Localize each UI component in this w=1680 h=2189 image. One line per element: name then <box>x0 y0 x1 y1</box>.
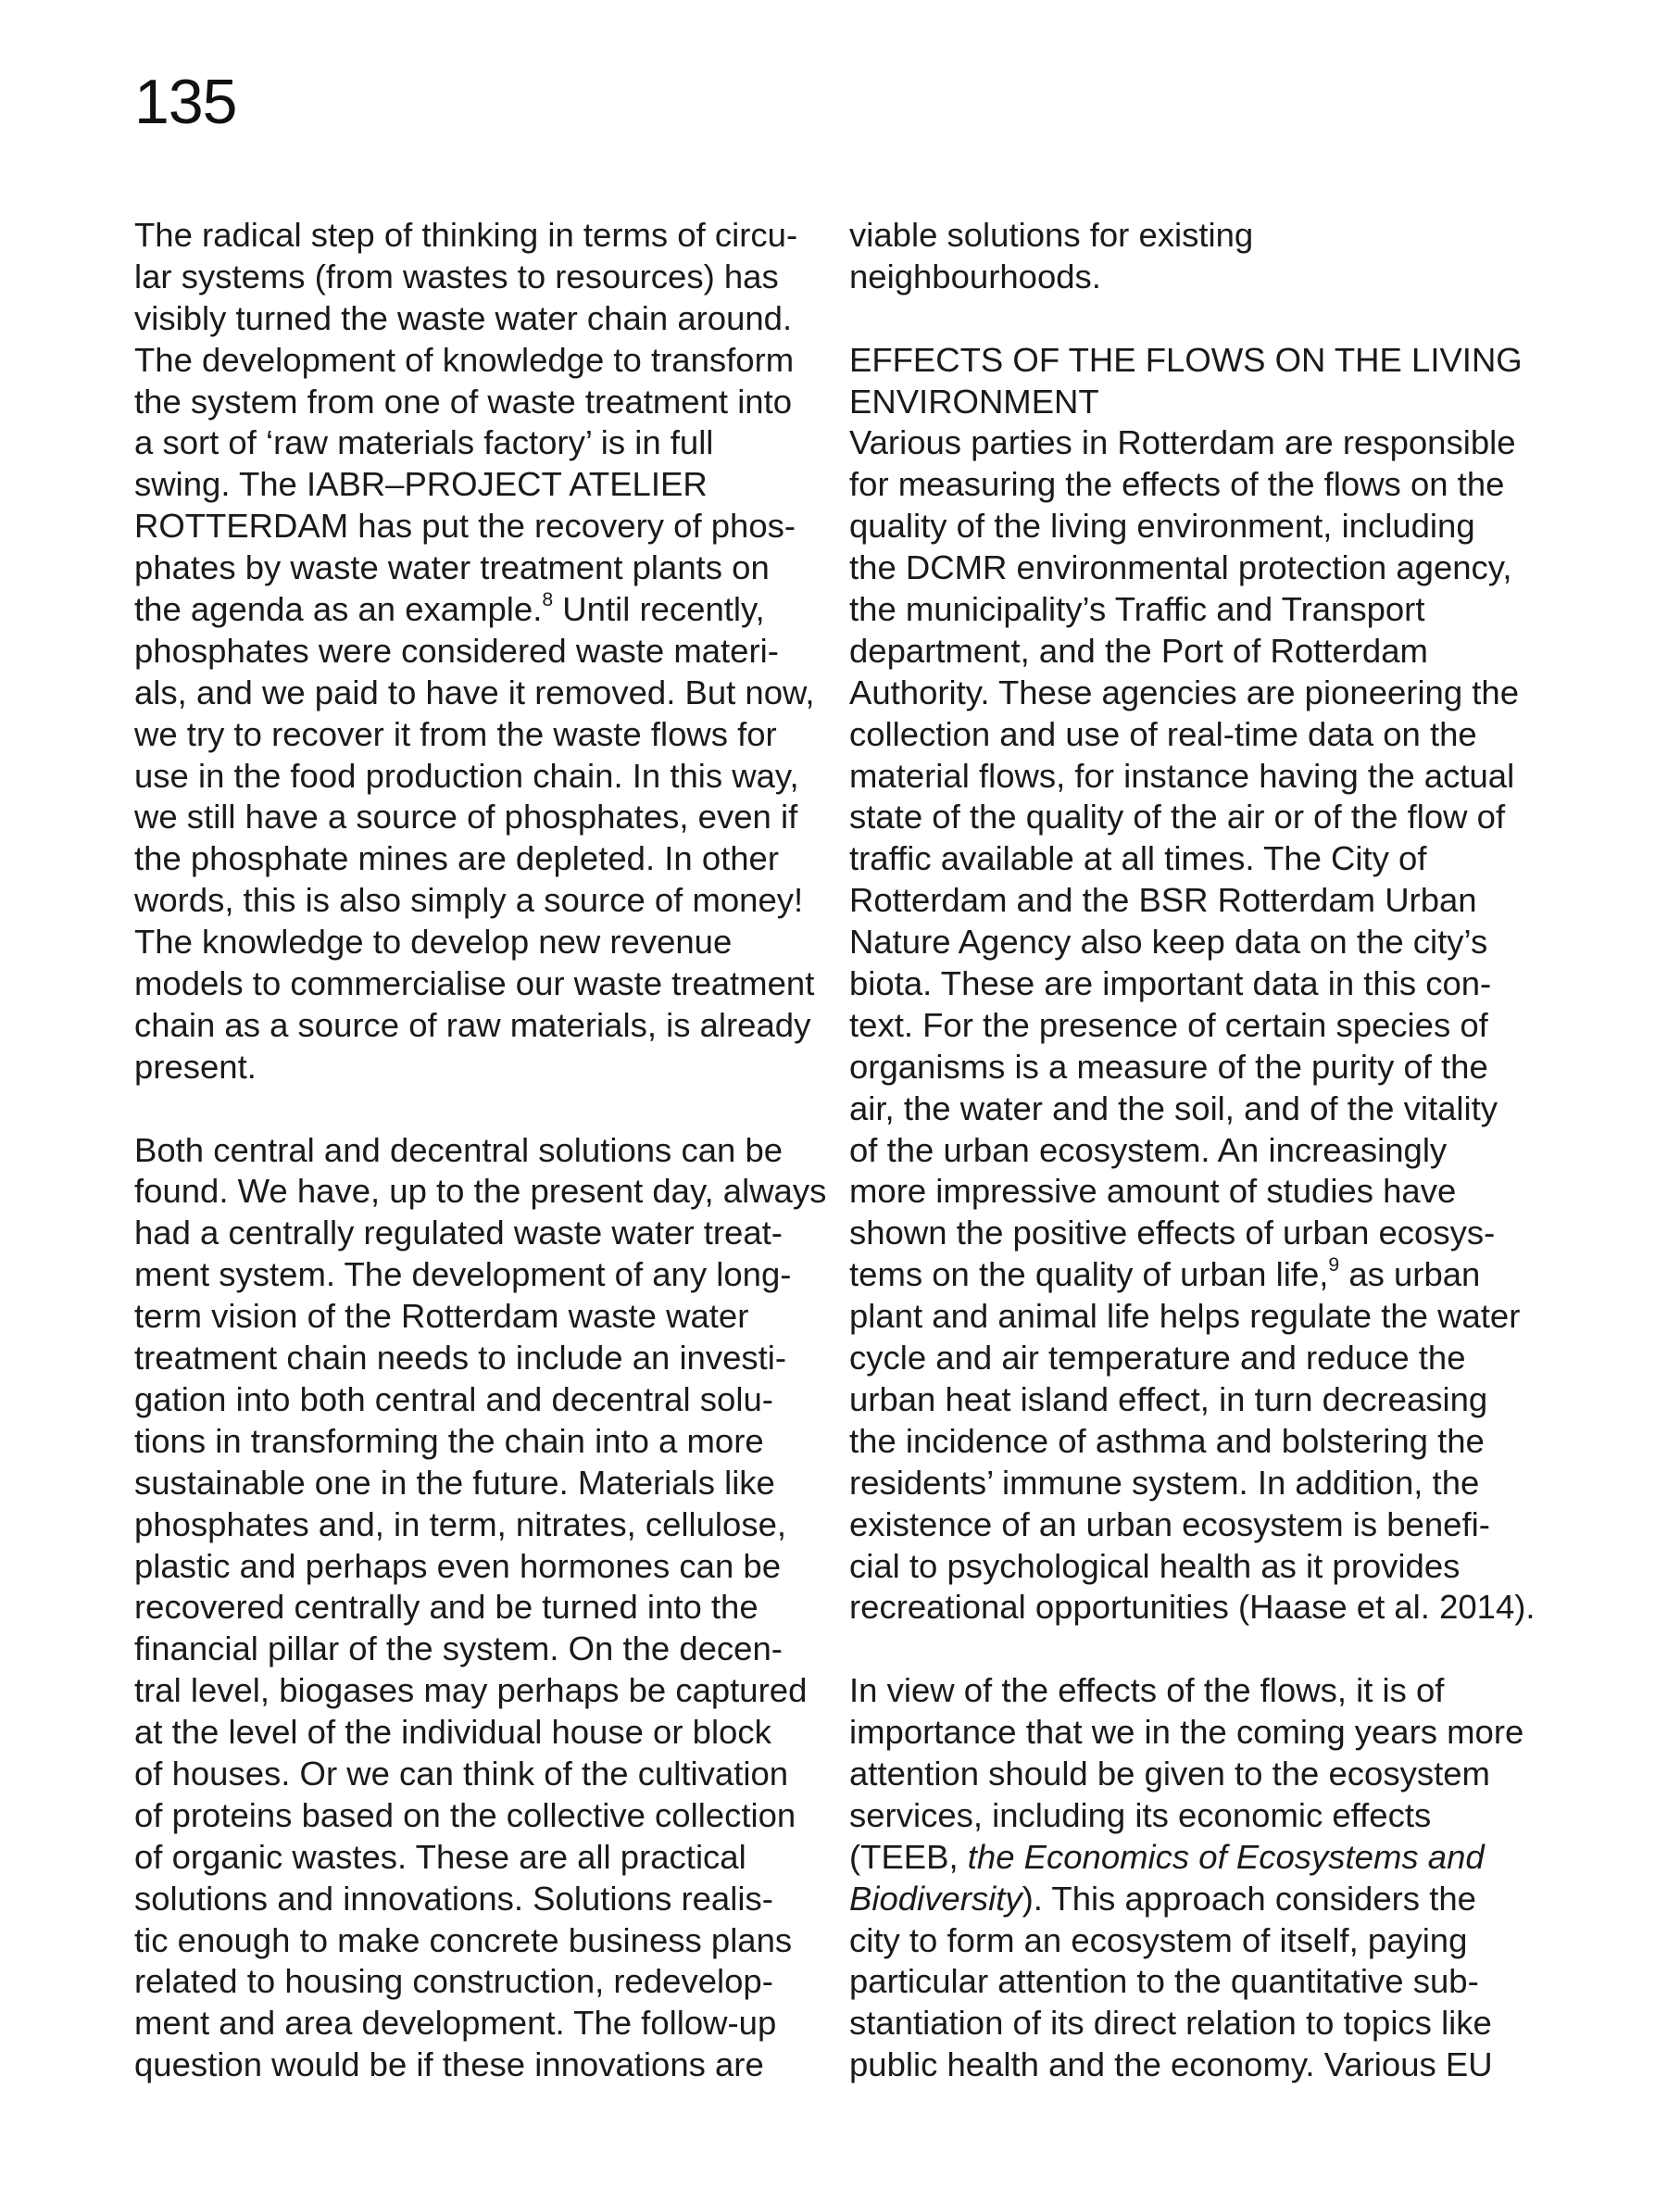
text-line: state of the quality of the air or of the flow of <box>849 798 1506 837</box>
text-line: a sort of ‘raw materials factory’ is in full <box>134 423 714 462</box>
text-line: The radical step of thinking in terms of circu- <box>134 216 798 254</box>
text-line: at the level of the individual house or block <box>134 1713 771 1752</box>
text-line <box>849 1879 1535 1920</box>
text-line: the DCMR environmental protection agency, <box>849 548 1512 587</box>
footnote-ref-9: 9 <box>1328 1254 1340 1277</box>
text-line: The knowledge to develop new revenue <box>134 923 733 962</box>
text-fragment: (TEEB, <box>849 1837 968 1876</box>
text-line: organisms is a measure of the purity of the <box>849 1047 1488 1086</box>
text-line: Both central and decentral solutions can be <box>134 1130 784 1169</box>
text-line: sustainable one in the future. Materials like <box>134 1463 775 1502</box>
text-line: shown the positive effects of urban ecosys- <box>849 1214 1496 1252</box>
text-line: public health and the economy. Various EU <box>849 2045 1493 2084</box>
text-line: phosphates and, in term, nitrates, cellulose, <box>134 1504 787 1543</box>
page-number: 135 <box>134 67 237 137</box>
text-line <box>134 589 824 631</box>
footnote-ref-8: 8 <box>542 589 554 611</box>
paragraph-spacer <box>134 1088 824 1130</box>
paragraph-continuation <box>849 215 1535 298</box>
text-line: present. <box>134 1047 257 1086</box>
text-line: found. We have, up to the present day, always <box>134 1172 827 1211</box>
text-line: of the urban ecosystem. An increasingly <box>849 1130 1448 1169</box>
text-line: plastic and perhaps even hormones can be <box>134 1546 782 1585</box>
text-line: phosphates were considered waste materi- <box>134 631 779 670</box>
text-line: related to housing construction, redevelop- <box>134 1962 773 2001</box>
heading-line: EFFECTS OF THE FLOWS ON THE LIVING <box>849 340 1523 379</box>
text-line: we try to recover it from the waste flows for <box>134 714 777 753</box>
text-line: swing. The IABR–PROJECT ATELIER <box>134 465 708 504</box>
text-line: department, and the Port of Rotterdam <box>849 631 1428 670</box>
text-line: particular attention to the quantitative sub- <box>849 1962 1479 2001</box>
text-line: lar systems (from wastes to resources) has <box>134 257 779 296</box>
text-line: recreational opportunities (Haase et al. 2014). <box>849 1588 1536 1627</box>
text-line: phates by waste water treatment plants on <box>134 548 770 587</box>
text-line: Rotterdam and the BSR Rotterdam Urban <box>849 881 1477 920</box>
italic-title: the Economics of Ecosystems and <box>967 1837 1485 1876</box>
text-line <box>849 1254 1535 1296</box>
text-line: visibly turned the waste water chain around. <box>134 298 793 337</box>
text-line: tions in transforming the chain into a more <box>134 1421 764 1460</box>
right-column <box>849 215 1535 2086</box>
text-line: chain as a source of raw materials, is already <box>134 1005 811 1044</box>
text-line: ROTTERDAM has put the recovery of phos- <box>134 507 796 546</box>
text-line: question would be if these innovations are <box>134 2045 764 2084</box>
left-column <box>134 215 827 2086</box>
text-fragment: ). This approach considers the <box>1022 1879 1476 1918</box>
paragraph-circular-systems <box>134 215 824 1088</box>
text-line: stantiation of its direct relation to topics like <box>849 2004 1492 2043</box>
text-line: use in the food production chain. In this way, <box>134 756 799 795</box>
text-line: material flows, for instance having the actual <box>849 756 1515 795</box>
text-line: traffic available at all times. The City of <box>849 839 1427 878</box>
text-fragment: tems on the quality of urban life, <box>849 1255 1329 1294</box>
text-line: had a centrally regulated waste water treat- <box>134 1214 783 1252</box>
text-line: recovered centrally and be turned into the <box>134 1588 759 1627</box>
text-line: the phosphate mines are depleted. In other <box>134 839 780 878</box>
text-line: of proteins based on the collective collection <box>134 1795 796 1834</box>
heading-line: ENVIRONMENT <box>849 382 1099 421</box>
text-line: ment and area development. The follow-up <box>134 2004 777 2043</box>
text-line: the incidence of asthma and bolstering the <box>849 1421 1485 1460</box>
text-line: tic enough to make concrete business plans <box>134 1920 793 1959</box>
text-line: for measuring the effects of the flows on the <box>849 465 1505 504</box>
text-line: The development of knowledge to transform <box>134 340 795 379</box>
text-line: of houses. Or we can think of the cultivation <box>134 1754 789 1793</box>
text-line: tral level, biogases may perhaps be captured <box>134 1671 808 1710</box>
paragraph-measuring-effects <box>849 422 1535 1629</box>
text-fragment: Until recently, <box>553 590 765 629</box>
paragraph-spacer <box>849 1629 1535 1670</box>
text-line: urban heat island effect, in turn decreasing <box>849 1379 1488 1418</box>
text-line: text. For the presence of certain species of <box>849 1005 1488 1044</box>
text-line: existence of an urban ecosystem is benefi- <box>849 1504 1490 1543</box>
text-line: collection and use of real-time data on the <box>849 714 1477 753</box>
text-line: of organic wastes. These are all practical <box>134 1837 746 1876</box>
text-line: the municipality’s Traffic and Transport <box>849 590 1425 629</box>
italic-title: Biodiversity <box>849 1879 1022 1918</box>
text-line: quality of the living environment, including <box>849 507 1475 546</box>
text-line: Authority. These agencies are pioneering the <box>849 673 1520 711</box>
paragraph-spacer <box>849 298 1535 340</box>
text-line: cycle and air temperature and reduce the <box>849 1339 1466 1378</box>
text-fragment: the agenda as an example. <box>134 590 543 629</box>
text-line: more impressive amount of studies have <box>849 1172 1457 1211</box>
text-line: Nature Agency also keep data on the city’s <box>849 923 1488 962</box>
text-line: air, the water and the soil, and of the vitality <box>849 1088 1498 1127</box>
section-heading <box>849 340 1535 423</box>
text-line: neighbourhoods. <box>849 257 1101 296</box>
text-line: solutions and innovations. Solutions realis- <box>134 1879 773 1918</box>
text-line <box>849 1837 1535 1879</box>
text-line: Various parties in Rotterdam are responsible <box>849 423 1516 462</box>
text-line: financial pillar of the system. On the decen- <box>134 1629 783 1668</box>
text-line: words, this is also simply a source of money! <box>134 881 804 920</box>
text-line: attention should be given to the ecosystem <box>849 1754 1490 1793</box>
text-line: biota. These are important data in this con- <box>849 964 1492 1003</box>
text-line: cial to psychological health as it provides <box>849 1546 1461 1585</box>
text-line: viable solutions for existing <box>849 216 1254 254</box>
text-line: residents’ immune system. In addition, the <box>849 1463 1480 1502</box>
text-line: we still have a source of phosphates, even if <box>134 798 798 837</box>
text-line: ment system. The development of any long- <box>134 1255 792 1294</box>
text-line: In view of the effects of the flows, it is of <box>849 1671 1445 1710</box>
paragraph-central-decentral <box>134 1130 827 2086</box>
text-line: gation into both central and decentral solu- <box>134 1379 773 1418</box>
text-line: treatment chain needs to include an investi- <box>134 1339 787 1378</box>
text-line: services, including its economic effects <box>849 1795 1432 1834</box>
text-line: models to commercialise our waste treatment <box>134 964 815 1003</box>
text-line: term vision of the Rotterdam waste water <box>134 1297 749 1336</box>
text-line: als, and we paid to have it removed. But now, <box>134 673 815 711</box>
paragraph-ecosystem-services <box>849 1670 1535 2086</box>
text-line: the system from one of waste treatment into <box>134 382 793 421</box>
text-fragment: as urban <box>1339 1255 1481 1294</box>
text-line: city to form an ecosystem of itself, paying <box>849 1920 1468 1959</box>
text-line: importance that we in the coming years more <box>849 1713 1524 1752</box>
text-line: plant and animal life helps regulate the water <box>849 1297 1521 1336</box>
